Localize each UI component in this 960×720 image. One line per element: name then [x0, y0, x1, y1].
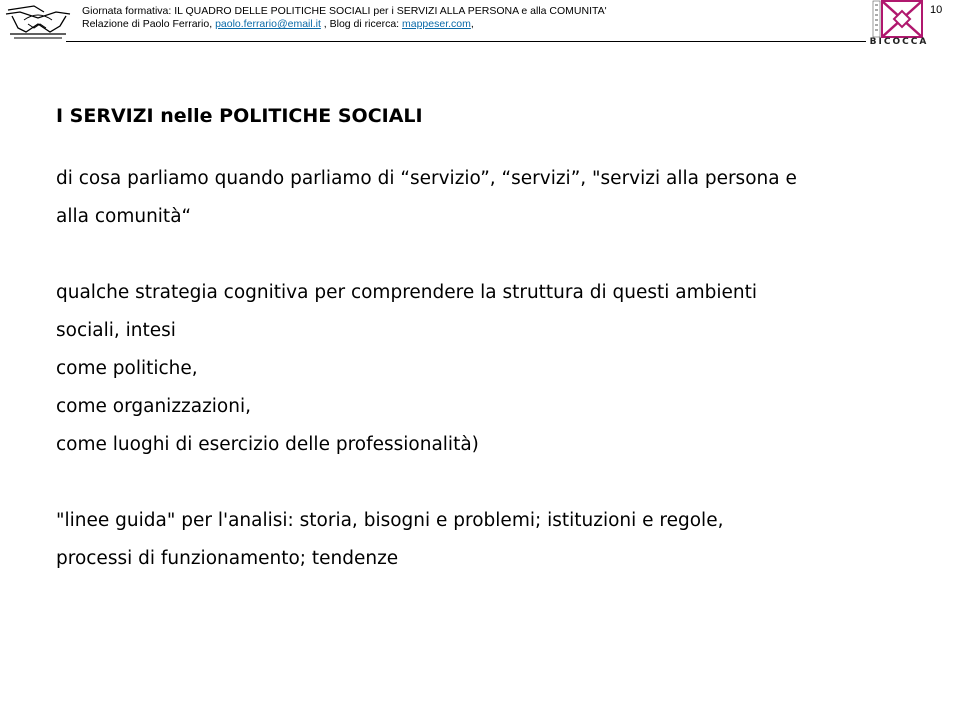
paragraph-3-line: processi di funzionamento; tendenze	[56, 548, 399, 569]
slide-header	[0, 0, 960, 60]
slide-title: I SERVIZI nelle POLITICHE SOCIALI	[56, 105, 423, 127]
header-text	[82, 5, 607, 31]
paragraph-2-line: qualche strategia cognitiva per comprendere la struttura di questi ambienti	[56, 282, 757, 303]
header-line-2-suffix: ,	[470, 18, 474, 30]
paragraph-2-line: come luoghi di esercizio delle professionalità)	[56, 434, 479, 455]
paragraph-1	[56, 160, 936, 236]
university-name: BICOCCA	[869, 37, 929, 47]
header-line-2	[82, 18, 607, 31]
paragraph-3	[56, 502, 936, 578]
author-text: Relazione di Paolo Ferrario,	[82, 18, 216, 30]
header-line-1: Giornata formativa: IL QUADRO DELLE POLITICHE SOCIALI per i SERVIZI ALLA PERSONA e alla COMUNITA'	[82, 5, 607, 17]
paragraph-3-line: "linee guida" per l'analisi: storia, bisogni e problemi; istituzioni e regole,	[56, 510, 724, 531]
paragraph-1-line: alla comunità“	[56, 206, 192, 227]
paragraph-2-line: come politiche,	[56, 358, 198, 379]
blog-link[interactable]: mappeser.com	[402, 18, 471, 30]
email-link[interactable]: paolo.ferrario@email.it	[215, 18, 321, 30]
paragraph-1-line: di cosa parliamo quando parliamo di “servizio”, “servizi”, "servizi alla persona e	[56, 168, 797, 189]
paragraph-2-line: sociali, intesi	[56, 320, 176, 341]
paragraph-2	[56, 274, 936, 464]
page-number: 10	[930, 4, 943, 16]
slide-content	[56, 100, 936, 578]
blog-label: , Blog di ricerca:	[320, 18, 402, 30]
paragraph-2-line: come organizzazioni,	[56, 396, 251, 417]
header-divider	[66, 41, 866, 42]
handshake-logo-icon	[4, 2, 72, 42]
